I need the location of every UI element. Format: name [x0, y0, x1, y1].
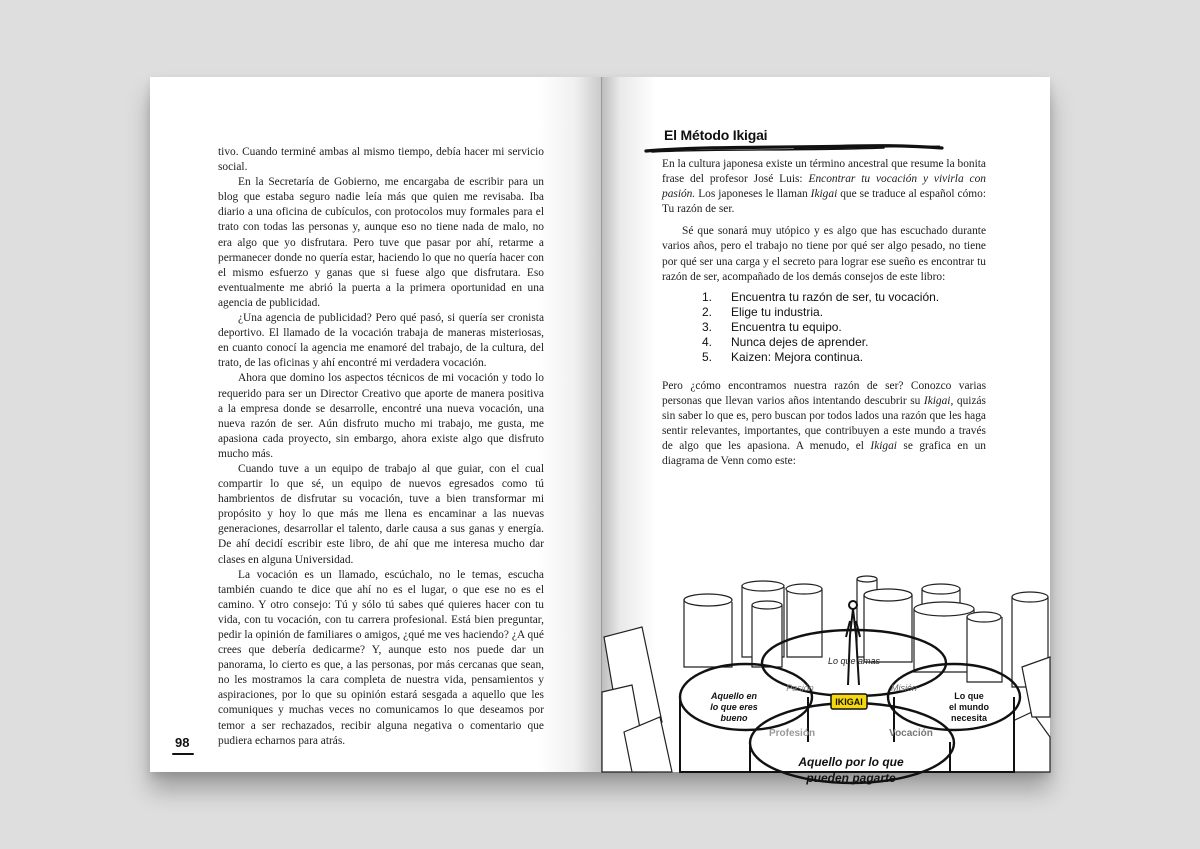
list-number: 5.	[702, 350, 713, 364]
ikigai-term: Ikigai,	[923, 395, 954, 408]
paragraph	[662, 157, 986, 217]
section-heading: El Método Ikigai	[664, 127, 768, 143]
list-text: Elige tu industria.	[731, 305, 824, 319]
list-number: 4.	[702, 335, 713, 349]
list-text: Encuentra tu razón de ser, tu vocación.	[731, 290, 940, 304]
label-left-line1: Aquello en	[710, 691, 758, 701]
left-page	[150, 77, 602, 772]
list-item	[702, 290, 939, 305]
label-left-line2: lo que eres	[710, 702, 758, 712]
ikigai-term: Ikigai	[810, 188, 838, 201]
label-right-line2: el mundo	[949, 702, 989, 712]
intro-text: que se traduce al español cómo: Tu razón de ser.	[662, 188, 986, 216]
label-pasion: Pasión	[786, 683, 814, 693]
paragraph: La vocación es un llamado, escúchalo, no le temas, escucha también cuando te dice que ahí no es el lugar, o que ese no es el camino. Y otro consejo: Tú y sólo tú sabes qué quieres hacer con tu vida, con tu vocación, con tu carrera profesional. Está bien preguntar, pedir la opinión de familiares o amigos, ¿qué me ves haciendo? ¿A qué crees que debería dedicarme? Y, aunque esto nos puede dar un panorama, lo cierto es que, a las personas, por más cercanas que sean, no les mostramos la cara completa de nuestra vida, pensamientos y aspiraciones, por lo que su opinión estará sesgada a aquello que les comuniques y muchas veces no comunicamos lo que deseamos por temor a ser rechazados, recibir alguna negativa o comentario que pudiera echarnos para atrás.	[218, 568, 544, 747]
paragraph: Ahora que domino los aspectos técnicos de mi vocación y todo lo requerido para ser un Director Creativo que aporte de manera positiva a la empresa donde se desarrolle, encontré una nueva vocación, una nueva razón de ser. Aún disfruto mucho mi trabajo, me gusta, me apasiona cada proyecto, sin embargo, ahora existe algo que disfruto mucho más.	[218, 372, 544, 460]
open-book	[150, 77, 1050, 785]
paragraph-text: quizás sin saber lo que es, pero buscan por todos lados una razón que les haga sentir relevantes, importantes, que contribuyen a este mundo a través de algo que les apasiona. A menudo, el	[662, 395, 986, 453]
ikigai-center-label: IKIGAI	[835, 697, 863, 707]
paragraph	[662, 379, 986, 470]
left-page-body	[218, 145, 544, 749]
list-number: 3.	[702, 320, 713, 334]
intro-text: En la cultura japonesa existe un término ancestral que resume la bonita frase del profesor José Luis:	[662, 158, 986, 186]
list-number: 1.	[702, 290, 713, 304]
list-text: Encuentra tu equipo.	[731, 320, 842, 334]
right-page-intro	[662, 157, 986, 285]
right-page	[602, 77, 1050, 785]
brush-stroke-underline	[644, 143, 944, 155]
label-profesion: Profesión	[768, 728, 816, 739]
ikigai-term: Ikigai	[870, 440, 897, 453]
label-bottom-line2: pueden pagarte	[806, 771, 896, 785]
paragraph: ¿Una agencia de publicidad? Pero qué pasó, si quería ser cronista deportivo. El llamado de la vocación trabaja de maneras misteriosas, en cuanto conocí la agencia me enamoré del trabajo, de la cultura, del trato, de las oficinas y ahí encontré mi verdadera vocación.	[218, 312, 544, 370]
list-number: 2.	[702, 305, 713, 319]
list-text: Nunca dejes de aprender.	[731, 335, 869, 349]
advice-list	[702, 290, 939, 365]
label-mision: Misión	[890, 683, 918, 693]
intro-quote: Encontrar tu vocación y vivirla con pasión.	[662, 173, 986, 201]
intro-text: Los japoneses le llaman	[695, 188, 811, 201]
list-item	[702, 350, 939, 365]
list-item	[702, 320, 939, 335]
label-left-line3: bueno	[720, 713, 748, 723]
paragraph-text: se grafica en un diagrama de Venn como este:	[662, 440, 986, 468]
list-item	[702, 305, 939, 320]
list-text: Kaizen: Mejora continua.	[731, 350, 864, 364]
paragraph: tivo. Cuando terminé ambas al mismo tiempo, debía hacer mi servicio social.	[218, 146, 544, 174]
label-vocacion: Vocación	[889, 728, 933, 739]
paragraph-text: Pero ¿cómo encontramos nuestra razón de ser? Conozco varias personas que llevan varios años intentando descubrir su	[662, 380, 986, 408]
right-page-closing	[662, 379, 986, 470]
list-item	[702, 335, 939, 350]
paragraph: Sé que sonará muy utópico y es algo que has escuchado durante varios años, pero el trabajo no tiene por qué ser algo pesado, no tiene por qué ser una carga y el secreto para lograr ese sueño es encontrar tu razón de ser, acompañado de los demás consejos de este libro:	[662, 225, 986, 283]
label-bottom-line1: Aquello por lo que	[798, 755, 904, 769]
page-number-underline	[172, 753, 194, 755]
ikigai-venn-diagram	[602, 517, 1050, 785]
paragraph: Cuando tuve a un equipo de trabajo al que guiar, con el cual compartir lo que sé, un equipo de nuevos egresados como tú hambrientos de disfrutar su vocación, tuve a bien transformar mi propósito y hoy lo que más me llena es encaminar a las nuevas generaciones, desarrollar el talento, darle causa a sus ganas y energía. De ahí decidí escribir este libro, de ahí que me interesa mucho dar clases en alguna Universidad.	[218, 462, 544, 566]
page-number: 98	[175, 735, 190, 750]
label-right-line3: necesita	[950, 713, 988, 723]
paragraph: En la Secretaría de Gobierno, me encargaba de escribir para un blog que estaba seguro nadie leía más que quien me revisaba. Iba diario a una oficina de cubículos, con protocolos muy formales para el trato con todas las personas y, aunque eso no tiene nada de malo, no era algo que yo disfrutara. Pero tuve que pasar por ahí, retarme a permanecer donde no quería estar, haciendo lo que no quería hacer con el mismo esfuerzo y ganas que si fuese algo que disfrutara. Eso eventualmente me abrió la puerta a la primera oportunidad en una agencia de publicidad.	[218, 176, 544, 309]
label-top: Lo que amas	[827, 656, 881, 666]
label-right-line1: Lo que	[954, 691, 984, 701]
